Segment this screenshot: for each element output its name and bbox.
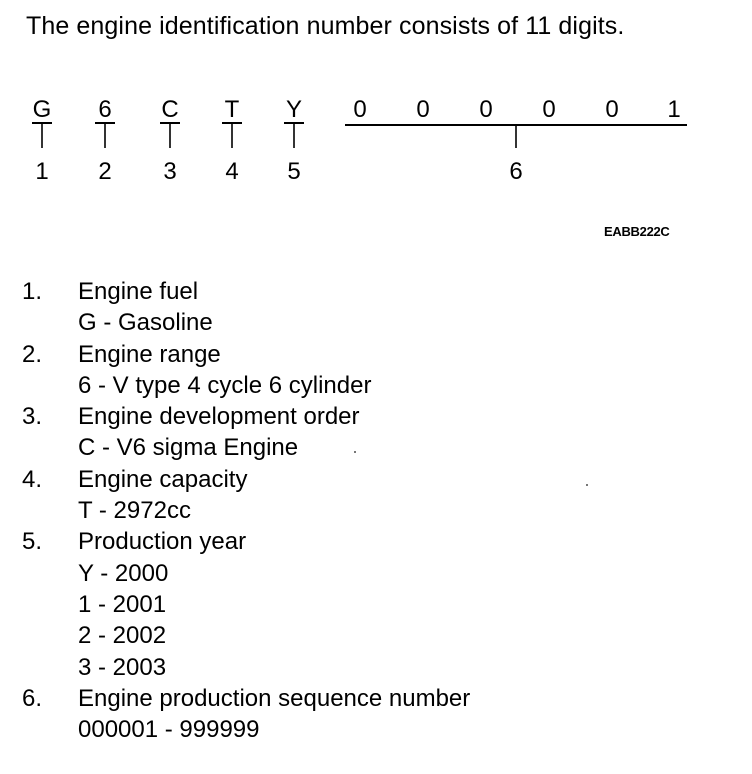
item-number: 6. — [22, 684, 43, 712]
item-body — [78, 339, 371, 402]
figure-code: EABB222C — [604, 224, 670, 239]
code-char-5: Y — [285, 96, 302, 123]
sequence-num: 6 — [509, 158, 523, 185]
code-num-4: 4 — [225, 158, 239, 185]
sequence-digit-2: 0 — [416, 96, 430, 123]
code-char-4: T — [224, 96, 240, 123]
list-item-3 — [22, 401, 470, 464]
item-body — [78, 401, 360, 464]
item-detail: T - 2972cc — [78, 497, 191, 525]
scan-speck — [586, 484, 588, 486]
item-detail: 000001 - 999999 — [78, 716, 260, 744]
intro-text: The engine identification number consists of 11 digits. — [26, 12, 625, 40]
item-detail: G - Gasoline — [78, 309, 213, 337]
item-detail: Y - 2000 — [78, 559, 169, 587]
item-number: 5. — [22, 528, 43, 556]
legend-list — [22, 276, 470, 745]
item-detail: 3 - 2003 — [78, 653, 167, 681]
item-body — [78, 276, 213, 339]
item-detail: 6 - V type 4 cycle 6 cylinder — [78, 371, 372, 399]
list-item-1 — [22, 276, 470, 339]
item-body — [78, 526, 246, 682]
list-item-4 — [22, 464, 470, 527]
item-title: Engine fuel — [78, 278, 199, 305]
sequence-digit-3: 0 — [479, 96, 493, 123]
item-body — [78, 464, 247, 527]
id-number-diagram — [0, 90, 752, 200]
item-number: 2. — [22, 340, 43, 368]
list-item-2 — [22, 339, 470, 402]
sequence-digit-1: 0 — [353, 96, 367, 123]
code-char-1: G — [32, 96, 52, 123]
item-detail: 2 - 2002 — [78, 622, 167, 650]
code-num-3: 3 — [163, 158, 177, 185]
list-item-6 — [22, 683, 470, 746]
item-detail: 1 - 2001 — [78, 590, 167, 618]
item-title: Engine development order — [78, 403, 360, 431]
item-number: 3. — [22, 403, 43, 431]
item-title: Engine production sequence number — [78, 684, 471, 712]
code-num-1: 1 — [35, 158, 49, 185]
scan-speck — [354, 451, 356, 453]
code-num-5: 5 — [287, 158, 301, 185]
item-number: 4. — [22, 465, 43, 493]
item-title: Engine range — [78, 340, 221, 368]
code-num-2: 2 — [98, 158, 112, 185]
item-number: 1. — [22, 278, 43, 305]
code-char-3: C — [161, 96, 179, 123]
sequence-digit-6: 1 — [667, 96, 681, 123]
sequence-digit-5: 0 — [605, 96, 619, 123]
list-item-5 — [22, 526, 470, 682]
code-char-2: 6 — [98, 96, 112, 123]
item-title: Production year — [78, 528, 247, 556]
sequence-digit-4: 0 — [542, 96, 556, 123]
item-title: Engine capacity — [78, 465, 248, 493]
item-detail: C - V6 sigma Engine — [78, 434, 299, 462]
item-body — [78, 683, 470, 746]
